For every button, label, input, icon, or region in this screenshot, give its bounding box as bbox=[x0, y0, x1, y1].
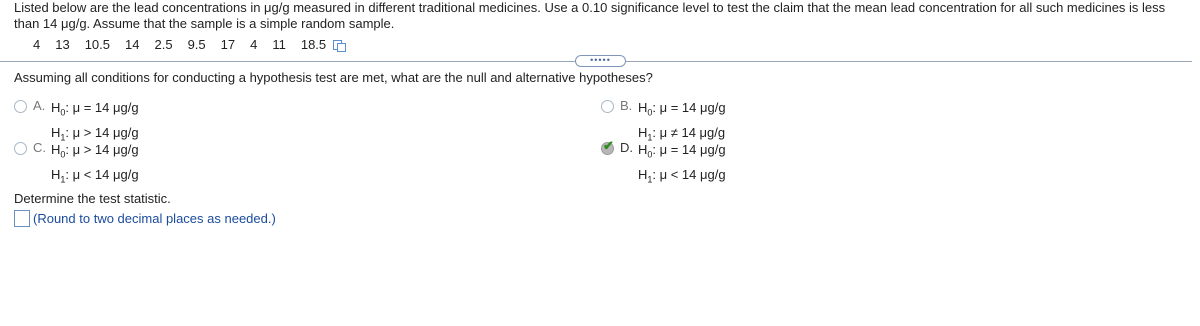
radio-button-selected[interactable] bbox=[601, 138, 614, 155]
choice-letter: B. bbox=[620, 98, 633, 113]
copy-data-icon[interactable] bbox=[333, 38, 347, 52]
radio-button[interactable] bbox=[14, 100, 27, 113]
alternative-hypothesis: $H_1$: μ ≠ 14 μg/g bbox=[638, 124, 726, 143]
answer-input[interactable] bbox=[14, 210, 30, 227]
alternative-hypothesis: $H_1$: μ > 14 μg/g bbox=[51, 124, 139, 143]
data-value: 10.5 bbox=[84, 37, 111, 52]
determine-text: Determine the test statistic. bbox=[14, 191, 171, 206]
radio-button[interactable] bbox=[14, 142, 27, 155]
expand-button[interactable]: ••••• bbox=[575, 55, 626, 67]
null-hypothesis: $H_0$: μ = 14 μg/g bbox=[51, 100, 139, 118]
rounding-hint: (Round to two decimal places as needed.) bbox=[33, 211, 276, 226]
null-hypothesis: $H_0$: μ = 14 μg/g bbox=[638, 142, 726, 160]
data-value: 18.5 bbox=[300, 37, 327, 52]
choice-letter: C. bbox=[33, 140, 46, 155]
data-values-row bbox=[33, 37, 347, 52]
choice-c[interactable] bbox=[14, 140, 139, 189]
alternative-hypothesis: $H_1$: μ < 14 μg/g bbox=[638, 166, 726, 185]
checkmark-icon: ✔ bbox=[603, 138, 614, 153]
data-value: 14 bbox=[125, 37, 140, 52]
hypotheses bbox=[638, 140, 726, 189]
question-text: Assuming all conditions for conducting a hypothesis test are met, what are the null and alternative hypotheses? bbox=[14, 70, 653, 85]
radio-button[interactable] bbox=[601, 100, 614, 113]
data-value: 13 bbox=[55, 37, 70, 52]
answer-row bbox=[14, 210, 276, 227]
data-value: 17 bbox=[220, 37, 236, 52]
null-hypothesis: $H_0$: μ > 14 μg/g bbox=[51, 142, 139, 160]
data-value: 2.5 bbox=[154, 37, 173, 52]
alternative-hypothesis: $H_1$: μ < 14 μg/g bbox=[51, 166, 139, 185]
data-value: 4 bbox=[33, 37, 41, 52]
problem-statement: Listed below are the lead concentrations in μg/g measured in different traditional medicines. Use a 0.10 significance level to test the claim that the mean lead concentration for all such medicines is less than 14 μg/g. Assume that the sample is a simple random sample. bbox=[14, 0, 1166, 31]
null-hypothesis: $H_0$: μ = 14 μg/g bbox=[638, 100, 726, 118]
data-value: 9.5 bbox=[187, 37, 206, 52]
data-value: 11 bbox=[272, 37, 286, 52]
choice-letter: A. bbox=[33, 98, 46, 113]
hypotheses bbox=[51, 140, 139, 189]
choice-d[interactable] bbox=[601, 140, 726, 189]
data-value: 4 bbox=[250, 37, 258, 52]
choice-letter: D. bbox=[620, 140, 633, 155]
